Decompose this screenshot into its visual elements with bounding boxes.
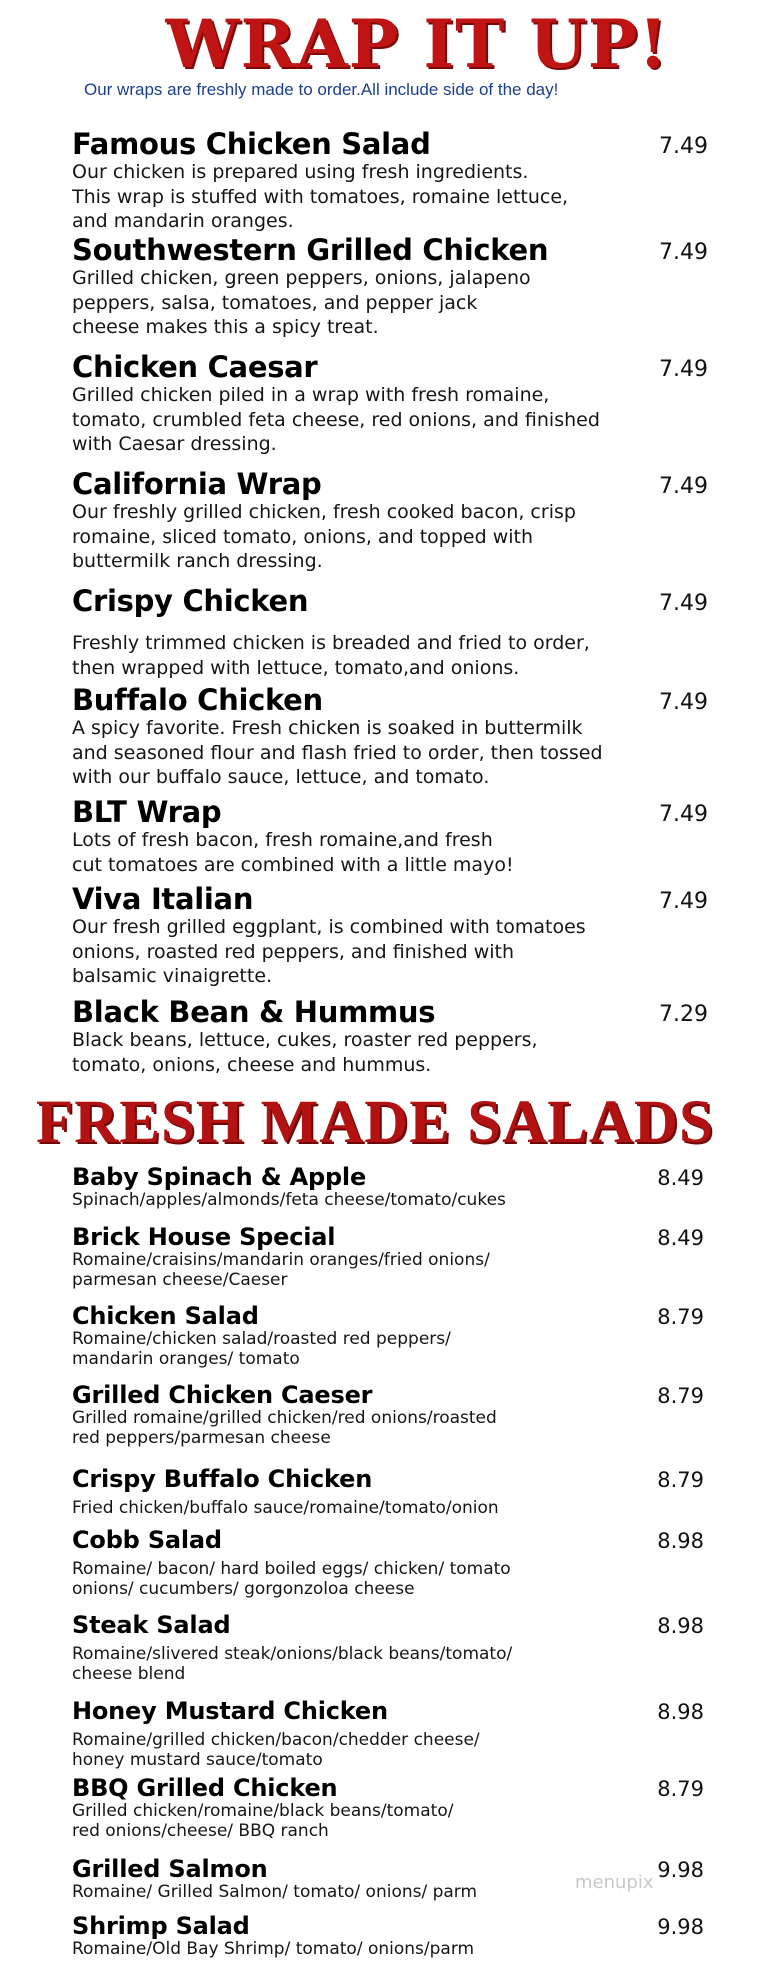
wrap-menu-item [72,233,708,340]
item-name: Chicken Caesar [72,350,318,384]
item-name: Grilled Chicken Caeser [72,1381,373,1409]
item-description: Grilled romaine/grilled chicken/red onions/roasted red peppers/parmesan cheese [72,1408,497,1448]
item-price: 8.79 [657,1468,704,1492]
item-name: Buffalo Chicken [72,683,323,717]
salad-menu-item [72,1465,704,1518]
item-name: Shrimp Salad [72,1912,250,1940]
item-description: Romaine/slivered steak/onions/black beans/tomato/ cheese blend [72,1644,513,1684]
salad-menu-item [72,1526,704,1599]
wrap-menu-item [72,350,708,457]
item-name: Grilled Salmon [72,1855,268,1883]
wrap-menu-item [72,995,708,1077]
item-name: Cobb Salad [72,1526,222,1554]
item-name: California Wrap [72,467,322,501]
item-price: 7.49 [659,134,708,159]
item-description: Grilled chicken/romaine/black beans/tomato/ red onions/cheese/ BBQ ranch [72,1801,454,1841]
item-description: Romaine/ Grilled Salmon/ tomato/ onions/ parm [72,1882,478,1902]
page-subtitle: Our wraps are freshly made to order.All include side of the day! [84,80,559,99]
item-description: Grilled chicken piled in a wrap with fresh romaine, tomato, crumbled feta cheese, red onions, and finished with Caesar dressing. [72,384,600,455]
salad-menu-item [72,1163,704,1210]
item-description: Grilled chicken, green peppers, onions, jalapeno peppers, salsa, tomatoes, and pepper jack cheese makes this a spicy treat. [72,267,531,338]
item-price: 7.49 [659,889,708,914]
item-name: Crispy Buffalo Chicken [72,1465,373,1493]
item-description: Romaine/chicken salad/roasted red peppers/ mandarin oranges/ tomato [72,1329,451,1369]
item-price: 8.98 [657,1614,704,1638]
item-description: Fried chicken/buffalo sauce/romaine/tomato/onion [72,1498,499,1518]
item-price: 7.49 [659,690,708,715]
item-price: 7.49 [659,802,708,827]
item-price: 7.49 [659,357,708,382]
item-name: Crispy Chicken [72,584,309,618]
page-title: WRAP IT UP! [165,5,669,83]
wrap-menu-item [72,795,708,877]
item-name: BBQ Grilled Chicken [72,1774,338,1802]
item-description: Our chicken is prepared using fresh ingredients. This wrap is stuffed with tomatoes, romaine lettuce, and mandarin oranges. [72,161,569,232]
item-description: Black beans, lettuce, cukes, roaster red peppers, tomato, onions, cheese and hummus. [72,1029,538,1076]
salad-menu-item [72,1697,704,1770]
item-price: 8.98 [657,1700,704,1724]
item-price: 7.29 [659,1002,708,1027]
wrap-menu-item [72,882,708,989]
salad-menu-item [72,1774,704,1841]
wrap-menu-item [72,683,708,790]
item-description: Romaine/grilled chicken/bacon/chedder cheese/ honey mustard sauce/tomato [72,1730,480,1770]
item-price: 8.49 [657,1166,704,1190]
salad-menu-item [72,1302,704,1369]
item-description: Romaine/Old Bay Shrimp/ tomato/ onions/parm [72,1939,475,1959]
item-description: Our freshly grilled chicken, fresh cooked bacon, crisp romaine, sliced tomato, onions, and topped with buttermilk ranch dressing. [72,501,576,572]
wrap-menu-item [72,127,708,234]
item-description: Romaine/craisins/mandarin oranges/fried onions/ parmesan cheese/Caeser [72,1250,490,1290]
salad-menu-item [72,1611,704,1684]
item-description: Spinach/apples/almonds/feta cheese/tomato/cukes [72,1190,506,1210]
item-name: Steak Salad [72,1611,231,1639]
item-name: Famous Chicken Salad [72,127,431,161]
item-price: 8.79 [657,1777,704,1801]
item-name: Southwestern Grilled Chicken [72,233,549,267]
item-price: 9.98 [657,1858,704,1882]
item-description: A spicy favorite. Fresh chicken is soaked in buttermilk and seasoned flour and flash fried to order, then tossed with our buffalo sauce, lettuce, and tomato. [72,717,603,788]
item-name: Chicken Salad [72,1302,259,1330]
item-description: Freshly trimmed chicken is breaded and fried to order, then wrapped with lettuce, tomato,and onions. [72,632,590,679]
salads-heading: FRESH MADE SALADS [36,1089,714,1156]
item-name: BLT Wrap [72,795,222,829]
item-price: 7.49 [659,240,708,265]
item-price: 8.79 [657,1305,704,1329]
item-name: Honey Mustard Chicken [72,1697,388,1725]
item-name: Baby Spinach & Apple [72,1163,367,1191]
item-price: 7.49 [659,591,708,616]
salad-menu-item [72,1912,704,1959]
item-name: Black Bean & Hummus [72,995,436,1029]
salad-menu-item [72,1381,704,1448]
item-description: Lots of fresh bacon, fresh romaine,and fresh cut tomatoes are combined with a little mayo! [72,829,514,876]
item-description: Romaine/ bacon/ hard boiled eggs/ chicken/ tomato onions/ cucumbers/ gorgonzoloa cheese [72,1559,511,1599]
salad-menu-item [72,1223,704,1290]
item-name: Viva Italian [72,882,254,916]
item-price: 7.49 [659,474,708,499]
watermark-logo: menupix [575,1872,654,1893]
item-price: 8.49 [657,1226,704,1250]
item-price: 8.98 [657,1529,704,1553]
wrap-menu-item [72,584,708,680]
item-price: 8.79 [657,1384,704,1408]
wrap-menu-item [72,467,708,574]
item-description: Our fresh grilled eggplant, is combined with tomatoes onions, roasted red peppers, and finished with balsamic vinaigrette. [72,916,586,987]
item-price: 9.98 [657,1915,704,1939]
item-name: Brick House Special [72,1223,336,1251]
